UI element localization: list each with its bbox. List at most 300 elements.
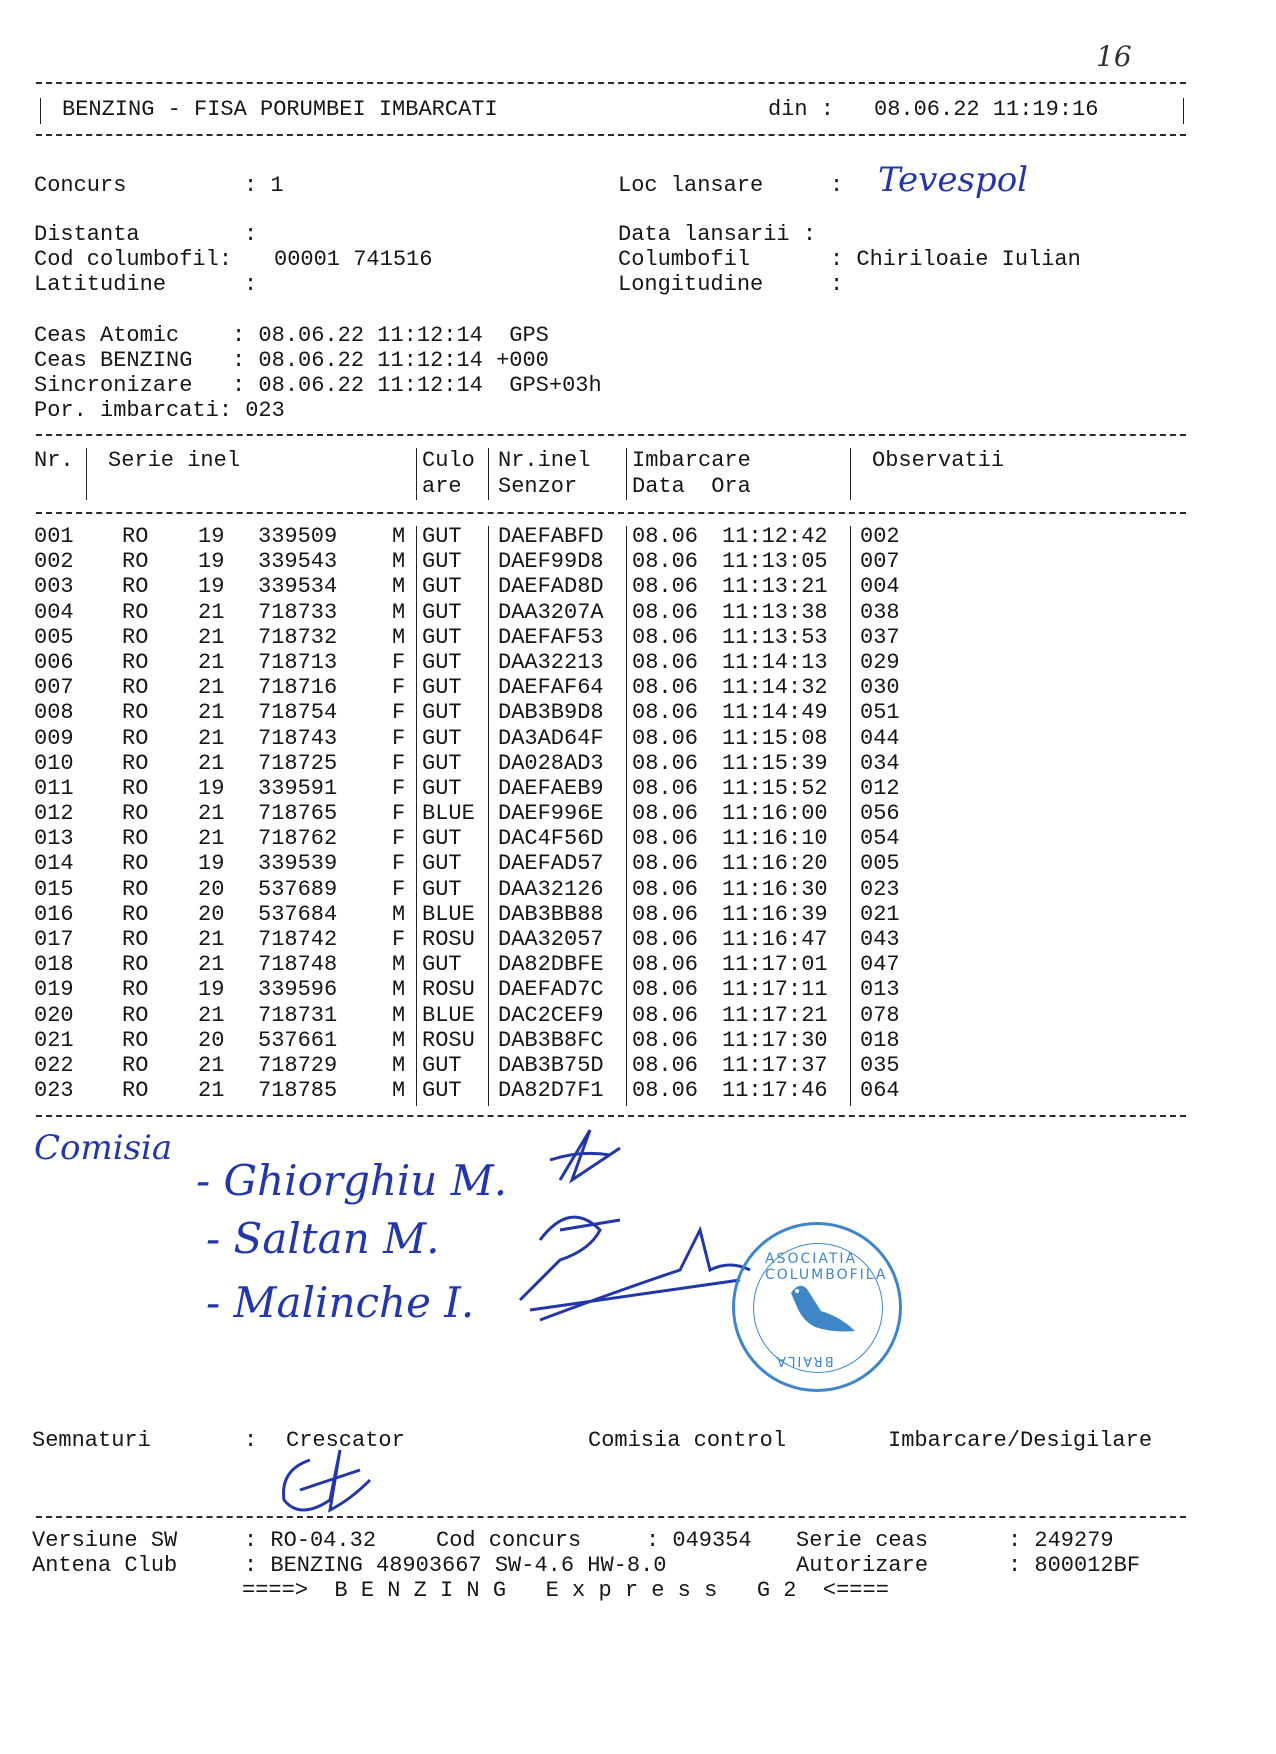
cell-year: 19: [198, 549, 225, 575]
cell-obs: 021: [860, 901, 900, 927]
crescator-label: Crescator: [286, 1428, 405, 1453]
table-row: [34, 1053, 934, 1078]
cell-ring: 718732: [258, 624, 338, 650]
cell-time: 11:15:39: [722, 750, 828, 776]
cell-year: 20: [198, 901, 225, 927]
col-sep-4: [626, 448, 627, 500]
table-row: [34, 801, 934, 826]
cell-color: GUT: [422, 574, 462, 600]
imbarcare-desigilare-label: Imbarcare/Desigilare: [888, 1428, 1153, 1453]
autorizare-value: : 800012BF: [1008, 1553, 1141, 1578]
page-title: BENZING - FISA PORUMBEI IMBARCATI: [62, 97, 498, 122]
table-row: [34, 726, 934, 751]
cell-country: RO: [122, 549, 149, 575]
cell-sensor: DAEFAD7C: [498, 977, 604, 1003]
cell-sex: F: [392, 801, 406, 827]
cell-year: 21: [198, 649, 225, 675]
cell-obs: 043: [860, 927, 900, 952]
cell-sensor: DAEFAD57: [498, 851, 604, 877]
cell-obs: 030: [860, 675, 900, 701]
ceas-benzing: Ceas BENZING : 08.06.22 11:12:14 +000: [34, 348, 549, 373]
cell-time: 11:17:01: [722, 952, 828, 978]
cell-nr: 012: [34, 801, 74, 827]
cell-sensor: DA028AD3: [498, 750, 604, 776]
cell-country: RO: [122, 826, 149, 852]
cell-sensor: DAB3B8FC: [498, 1027, 604, 1053]
cell-year: 19: [198, 775, 225, 801]
cell-country: RO: [122, 876, 149, 902]
cell-sensor: DA82DBFE: [498, 952, 604, 978]
cod-concurs-value: : 049354: [646, 1528, 752, 1553]
cell-time: 11:16:00: [722, 801, 828, 827]
semnaturi-sep: :: [244, 1428, 258, 1453]
cell-date: 08.06: [632, 549, 699, 575]
cell-time: 11:14:32: [722, 675, 828, 701]
cell-sex: M: [392, 1052, 406, 1078]
cell-sensor: DAB3B75D: [498, 1052, 604, 1078]
cell-sex: M: [392, 901, 406, 927]
table-row: [34, 776, 934, 801]
cell-ring: 718785: [258, 1078, 338, 1104]
cell-sensor: DAEFAF53: [498, 624, 604, 650]
cell-obs: 078: [860, 1002, 900, 1028]
longitudine-value: :: [830, 272, 844, 297]
cell-year: 19: [198, 574, 225, 600]
col-header-are: are: [422, 474, 462, 499]
cell-obs: 054: [860, 826, 900, 852]
cell-obs: 038: [860, 599, 900, 625]
cell-country: RO: [122, 952, 149, 978]
cell-date: 08.06: [632, 725, 699, 751]
cell-time: 11:15:52: [722, 775, 828, 801]
divider-table-header: [36, 512, 1186, 514]
cell-country: RO: [122, 1002, 149, 1028]
data-lansarii-label: Data lansarii :: [618, 222, 817, 247]
cell-sex: F: [392, 649, 406, 675]
table-row: [34, 952, 934, 977]
divider-footer: [36, 1516, 1186, 1518]
loc-lansare-sep: :: [830, 173, 844, 198]
divider-header: [36, 134, 1186, 136]
cell-date: 08.06: [632, 901, 699, 927]
table-row: [34, 700, 934, 725]
pigeon-icon: [781, 1273, 861, 1343]
handwritten-member-2: - Saltan M.: [206, 1214, 440, 1263]
cell-sex: M: [392, 952, 406, 978]
cell-year: 21: [198, 1078, 225, 1104]
club-stamp: [732, 1222, 902, 1392]
cell-sex: M: [392, 574, 406, 600]
cell-obs: 002: [860, 524, 900, 549]
cell-nr: 019: [34, 977, 74, 1003]
latitudine-value: :: [244, 272, 258, 297]
cell-ring: 718765: [258, 801, 338, 827]
cell-year: 20: [198, 876, 225, 902]
cell-sex: M: [392, 1078, 406, 1104]
cell-date: 08.06: [632, 1002, 699, 1028]
cell-color: BLUE: [422, 801, 475, 827]
cell-sex: F: [392, 851, 406, 877]
cell-date: 08.06: [632, 801, 699, 827]
cell-date: 08.06: [632, 574, 699, 600]
cell-country: RO: [122, 624, 149, 650]
cell-sex: F: [392, 675, 406, 701]
col-sep-3: [488, 448, 489, 500]
cell-color: ROSU: [422, 977, 475, 1003]
cell-nr: 008: [34, 700, 74, 726]
cell-ring: 718725: [258, 750, 338, 776]
columbofil-value: : Chiriloaie Iulian: [830, 247, 1081, 272]
cell-ring: 718742: [258, 927, 338, 952]
cell-sensor: DAEFAEB9: [498, 775, 604, 801]
cell-date: 08.06: [632, 599, 699, 625]
cod-columbofil-value: 00001 741516: [274, 247, 433, 272]
concurs-value: : 1: [244, 173, 284, 198]
cell-date: 08.06: [632, 649, 699, 675]
cell-year: 21: [198, 952, 225, 978]
cell-nr: 010: [34, 750, 74, 776]
cell-nr: 009: [34, 725, 74, 751]
cell-obs: 007: [860, 549, 900, 575]
cell-country: RO: [122, 524, 149, 549]
cell-country: RO: [122, 801, 149, 827]
cell-sex: F: [392, 826, 406, 852]
benzing-banner: ====> B E N Z I N G E x p r e s s G 2 <====: [242, 1578, 889, 1603]
cell-sensor: DAA32057: [498, 927, 604, 952]
cell-time: 11:12:42: [722, 524, 828, 549]
col-header-senzor: Senzor: [498, 474, 578, 499]
cell-year: 21: [198, 700, 225, 726]
cell-nr: 020: [34, 1002, 74, 1028]
concurs-label: Concurs: [34, 173, 127, 198]
cell-nr: 003: [34, 574, 74, 600]
ceas-atomic: Ceas Atomic : 08.06.22 11:12:14 GPS: [34, 323, 549, 348]
cell-date: 08.06: [632, 977, 699, 1003]
cell-sensor: DAEFAF64: [498, 675, 604, 701]
cell-color: GUT: [422, 524, 462, 549]
cell-sex: M: [392, 549, 406, 575]
sincronizare: Sincronizare : 08.06.22 11:12:14 GPS+03h: [34, 373, 602, 398]
cell-time: 11:16:10: [722, 826, 828, 852]
cell-year: 20: [198, 1027, 225, 1053]
cell-color: GUT: [422, 851, 462, 877]
col-sep-5: [850, 448, 851, 500]
cell-ring: 718754: [258, 700, 338, 726]
handwritten-member-1: - Ghiorghiu M.: [196, 1156, 508, 1205]
cell-obs: 029: [860, 649, 900, 675]
table-row: [34, 927, 934, 952]
cell-ring: 718762: [258, 826, 338, 852]
cell-date: 08.06: [632, 700, 699, 726]
report-datetime: 08.06.22 11:19:16: [874, 97, 1099, 122]
table-row: [34, 625, 934, 650]
cell-date: 08.06: [632, 524, 699, 549]
cell-sensor: DA82D7F1: [498, 1078, 604, 1104]
table-row: [34, 826, 934, 851]
table-row: [34, 675, 934, 700]
cell-time: 11:17:11: [722, 977, 828, 1003]
cell-color: GUT: [422, 750, 462, 776]
divider-table-top: [36, 434, 1186, 436]
cell-obs: 034: [860, 750, 900, 776]
cell-ring: 537661: [258, 1027, 338, 1053]
cell-nr: 013: [34, 826, 74, 852]
cell-obs: 023: [860, 876, 900, 902]
cell-ring: 339596: [258, 977, 338, 1003]
cell-obs: 035: [860, 1052, 900, 1078]
antena-value: : BENZING 48903667 SW-4.6 HW-8.0: [244, 1553, 667, 1578]
table-row: [34, 851, 934, 876]
comisia-control-label: Comisia control: [588, 1428, 787, 1453]
latitudine-label: Latitudine: [34, 272, 167, 297]
cell-time: 11:15:08: [722, 725, 828, 751]
cell-sex: M: [392, 624, 406, 650]
cell-obs: 047: [860, 952, 900, 978]
cell-sensor: DAEFAD8D: [498, 574, 604, 600]
cell-date: 08.06: [632, 851, 699, 877]
cell-sex: M: [392, 524, 406, 549]
cell-sensor: DAB3BB88: [498, 901, 604, 927]
cell-ring: 718733: [258, 599, 338, 625]
cell-ring: 339543: [258, 549, 338, 575]
cell-sensor: DAC2CEF9: [498, 1002, 604, 1028]
cell-country: RO: [122, 700, 149, 726]
cell-ring: 718743: [258, 725, 338, 751]
cell-time: 11:13:21: [722, 574, 828, 600]
cell-date: 08.06: [632, 624, 699, 650]
antena-label: Antena Club: [32, 1553, 178, 1578]
cell-ring: 339509: [258, 524, 338, 549]
cell-time: 11:13:53: [722, 624, 828, 650]
cell-nr: 015: [34, 876, 74, 902]
col-header-culo: Culo: [422, 448, 475, 473]
cell-time: 11:14:49: [722, 700, 828, 726]
cell-year: 21: [198, 750, 225, 776]
cell-color: GUT: [422, 826, 462, 852]
handwritten-member-3: - Malinche I.: [206, 1278, 475, 1327]
cell-nr: 002: [34, 549, 74, 575]
cell-country: RO: [122, 750, 149, 776]
cell-date: 08.06: [632, 1027, 699, 1053]
cell-date: 08.06: [632, 826, 699, 852]
cell-sensor: DAA3207A: [498, 599, 604, 625]
table-row: [34, 574, 934, 599]
col-header-serie: Serie inel: [108, 448, 241, 473]
cell-year: 21: [198, 826, 225, 852]
cell-country: RO: [122, 901, 149, 927]
cell-nr: 004: [34, 599, 74, 625]
col-header-observatii: Observatii: [872, 448, 1005, 473]
cell-color: GUT: [422, 725, 462, 751]
cell-time: 11:17:37: [722, 1052, 828, 1078]
col-header-nrinel: Nr.inel: [498, 448, 591, 473]
cell-date: 08.06: [632, 675, 699, 701]
cell-country: RO: [122, 927, 149, 952]
cell-time: 11:17:30: [722, 1027, 828, 1053]
cell-nr: 023: [34, 1078, 74, 1104]
cell-time: 11:16:39: [722, 901, 828, 927]
table-row: [34, 600, 934, 625]
cell-country: RO: [122, 725, 149, 751]
loc-lansare-label: Loc lansare: [618, 173, 764, 198]
cell-year: 21: [198, 1002, 225, 1028]
cell-nr: 016: [34, 901, 74, 927]
divider-table-bottom: [36, 1115, 1186, 1117]
por-imbarcati: Por. imbarcati: 023: [34, 398, 285, 423]
cell-date: 08.06: [632, 876, 699, 902]
distanta-label: Distanta: [34, 222, 140, 247]
cell-time: 11:17:46: [722, 1078, 828, 1104]
cell-nr: 017: [34, 927, 74, 952]
cell-year: 21: [198, 927, 225, 952]
cell-time: 11:17:21: [722, 1002, 828, 1028]
cell-time: 11:16:20: [722, 851, 828, 877]
cell-year: 19: [198, 977, 225, 1003]
cell-date: 08.06: [632, 927, 699, 952]
cell-nr: 014: [34, 851, 74, 877]
versiune-label: Versiune SW: [32, 1528, 178, 1553]
cell-date: 08.06: [632, 1052, 699, 1078]
cell-color: BLUE: [422, 901, 475, 927]
cell-color: GUT: [422, 624, 462, 650]
cell-color: GUT: [422, 549, 462, 575]
cell-ring: 718713: [258, 649, 338, 675]
cell-nr: 006: [34, 649, 74, 675]
col-header-data-ora: Data Ora: [632, 474, 751, 499]
cell-date: 08.06: [632, 1078, 699, 1104]
cell-year: 21: [198, 801, 225, 827]
cell-date: 08.06: [632, 952, 699, 978]
longitudine-label: Longitudine: [618, 272, 764, 297]
cell-color: GUT: [422, 876, 462, 902]
cell-ring: 339591: [258, 775, 338, 801]
cell-country: RO: [122, 574, 149, 600]
columbofil-label: Columbofil: [618, 247, 751, 272]
cell-time: 11:13:38: [722, 599, 828, 625]
table-row: [34, 877, 934, 902]
header-right-bar: [1183, 98, 1184, 124]
cell-sex: M: [392, 977, 406, 1003]
din-label: din :: [768, 97, 835, 122]
cell-obs: 013: [860, 977, 900, 1003]
cell-nr: 005: [34, 624, 74, 650]
commission-signatures: [500, 1120, 760, 1340]
col-header-imbarcare: Imbarcare: [632, 448, 751, 473]
cod-columbofil-label: Cod columbofil:: [34, 247, 233, 272]
cell-sensor: DAEF99D8: [498, 549, 604, 575]
cell-nr: 022: [34, 1052, 74, 1078]
cell-ring: 537684: [258, 901, 338, 927]
serie-ceas-value: : 249279: [1008, 1528, 1114, 1553]
cell-sensor: DAA32213: [498, 649, 604, 675]
cell-obs: 051: [860, 700, 900, 726]
cell-country: RO: [122, 649, 149, 675]
cell-sex: F: [392, 700, 406, 726]
table-row: [34, 524, 934, 549]
cell-country: RO: [122, 851, 149, 877]
cell-year: 19: [198, 851, 225, 877]
cell-ring: 718748: [258, 952, 338, 978]
cell-nr: 007: [34, 675, 74, 701]
cell-year: 21: [198, 624, 225, 650]
handwritten-comisia: Comisia: [34, 1128, 173, 1168]
cell-sensor: DAB3B9D8: [498, 700, 604, 726]
cell-country: RO: [122, 1078, 149, 1104]
cell-time: 11:16:47: [722, 927, 828, 952]
cell-time: 11:14:13: [722, 649, 828, 675]
cod-concurs-label: Cod concurs: [436, 1528, 582, 1553]
cell-sex: F: [392, 927, 406, 952]
table-row: [34, 751, 934, 776]
stamp-top-text: ASOCIATIA COLUMBOFILA: [765, 1251, 888, 1283]
table-row: [34, 977, 934, 1002]
cell-year: 21: [198, 675, 225, 701]
cell-sensor: DAA32126: [498, 876, 604, 902]
table-row: [34, 1003, 934, 1028]
cell-ring: 718716: [258, 675, 338, 701]
cell-sex: F: [392, 876, 406, 902]
col-header-nr: Nr.: [34, 448, 74, 473]
cell-year: 21: [198, 599, 225, 625]
cell-obs: 037: [860, 624, 900, 650]
semnaturi-label: Semnaturi: [32, 1428, 151, 1453]
cell-ring: 339539: [258, 851, 338, 877]
cell-time: 11:13:05: [722, 549, 828, 575]
divider-top: [36, 82, 1186, 84]
cell-obs: 012: [860, 775, 900, 801]
cell-ring: 718729: [258, 1052, 338, 1078]
cell-nr: 021: [34, 1027, 74, 1053]
cell-obs: 044: [860, 725, 900, 751]
cell-sex: M: [392, 1027, 406, 1053]
cell-color: GUT: [422, 675, 462, 701]
cell-ring: 339534: [258, 574, 338, 600]
cell-nr: 001: [34, 524, 74, 549]
cell-color: GUT: [422, 649, 462, 675]
cell-country: RO: [122, 675, 149, 701]
table-row: [34, 1028, 934, 1053]
cell-sensor: DAC4F56D: [498, 826, 604, 852]
cell-obs: 005: [860, 851, 900, 877]
cell-nr: 011: [34, 775, 74, 801]
cell-sex: F: [392, 725, 406, 751]
cell-date: 08.06: [632, 775, 699, 801]
loc-lansare-handwritten: Tevespol: [878, 160, 1029, 200]
cell-country: RO: [122, 775, 149, 801]
cell-country: RO: [122, 977, 149, 1003]
serie-ceas-label: Serie ceas: [796, 1528, 929, 1553]
cell-sensor: DAEFABFD: [498, 524, 604, 549]
versiune-value: : RO-04.32: [244, 1528, 377, 1553]
table-row: [34, 1078, 934, 1103]
cell-obs: 018: [860, 1027, 900, 1053]
header-left-bar: [40, 98, 41, 124]
col-sep-2: [416, 448, 417, 500]
cell-ring: 718731: [258, 1002, 338, 1028]
cell-year: 21: [198, 1052, 225, 1078]
table-row: [34, 650, 934, 675]
cell-color: BLUE: [422, 1002, 475, 1028]
page-number: 16: [1096, 40, 1132, 73]
cell-color: ROSU: [422, 927, 475, 952]
table-row: [34, 902, 934, 927]
cell-time: 11:16:30: [722, 876, 828, 902]
distanta-value: :: [244, 222, 258, 247]
cell-sensor: DAEF996E: [498, 801, 604, 827]
cell-sex: F: [392, 775, 406, 801]
cell-sex: F: [392, 750, 406, 776]
cell-year: 21: [198, 725, 225, 751]
